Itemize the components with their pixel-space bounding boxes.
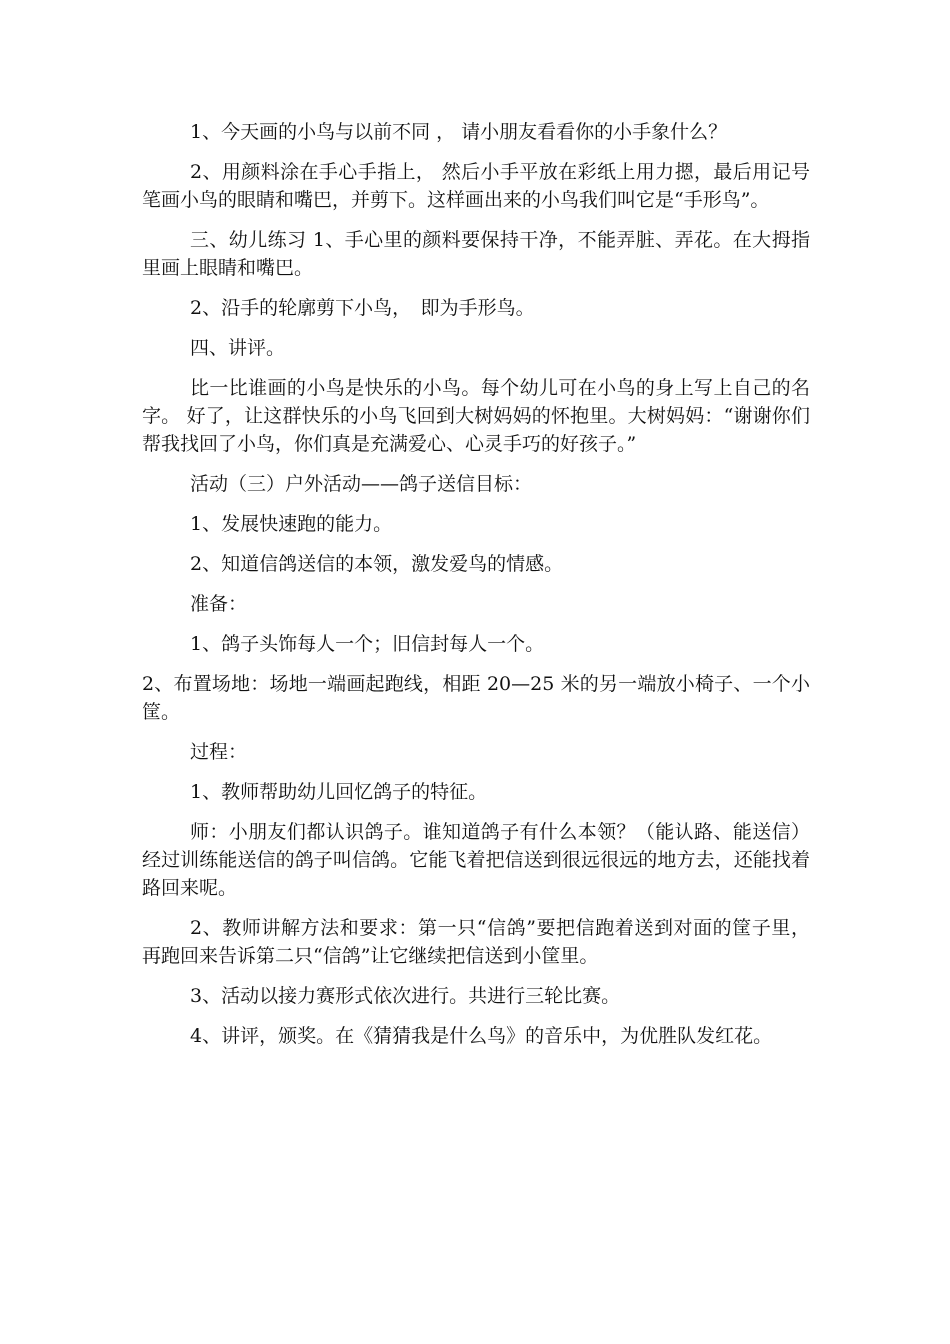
- paragraph-9: 2、知道信鸽送信的本领，激发爱鸟的情感。: [190, 553, 564, 575]
- paragraph-13: 过程：: [190, 741, 248, 763]
- paragraph-7: 活动（三）户外活动——鸽子送信目标：: [190, 473, 533, 495]
- paragraph-16: 2、教师讲解方法和要求：第一只“信鸽”要把信跑着送到对面的筐子里，再跑回来告诉第二只“信鸽”让它继续把信送到小筐里。: [142, 917, 810, 967]
- paragraph-8: 1、发展快速跑的能力。: [190, 513, 393, 535]
- paragraph-12: 2、布置场地：场地一端画起跑线，相距 20—25 米的另一端放小椅子、一个小筐。: [142, 673, 810, 723]
- document-body: [142, 118, 810, 1062]
- paragraph-15: 师：小朋友们都认识鸽子。谁知道鸽子有什么本领？（能认路、能送信）经过训练能送信的鸽子叫信鸽。它能飞着把信送到很远很远的地方去，还能找着路回来呢。: [142, 821, 810, 899]
- paragraph-3: 三、幼儿练习 1、手心里的颜料要保持干净，不能弄脏、弄花。在大拇指里画上眼睛和嘴巴。: [142, 229, 810, 279]
- paragraph-17: 3、活动以接力赛形式依次进行。共进行三轮比赛。: [190, 985, 621, 1007]
- paragraph-2: 2、用颜料涂在手心手指上， 然后小手平放在彩纸上用力摁，最后用记号笔画小鸟的眼睛和嘴巴，并剪下。这样画出来的小鸟我们叫它是“手形鸟”。: [142, 161, 810, 211]
- paragraph-1: 1、今天画的小鸟与以前不同 ， 请小朋友看看你的小手象什么？: [190, 121, 728, 143]
- paragraph-6: 比一比谁画的小鸟是快乐的小鸟。每个幼儿可在小鸟的身上写上自己的名字。 好了，让这群快乐的小鸟飞回到大树妈妈的怀抱里。大树妈妈：“谢谢你们帮我找回了小鸟，你们真是充满爱心、心灵手巧的好孩子。”: [142, 377, 810, 455]
- paragraph-10: 准备：: [190, 593, 248, 615]
- paragraph-5: 四、讲评。: [190, 337, 286, 359]
- paragraph-4: 2、沿手的轮廓剪下小鸟， 即为手形鸟。: [190, 297, 535, 319]
- paragraph-18: 4、讲评，颁奖。在《猜猜我是什么鸟》的音乐中，为优胜队发红花。: [190, 1025, 773, 1047]
- paragraph-14: 1、教师帮助幼儿回忆鸽子的特征。: [190, 781, 488, 803]
- paragraph-11: 1、鸽子头饰每人一个；旧信封每人一个。: [190, 633, 545, 655]
